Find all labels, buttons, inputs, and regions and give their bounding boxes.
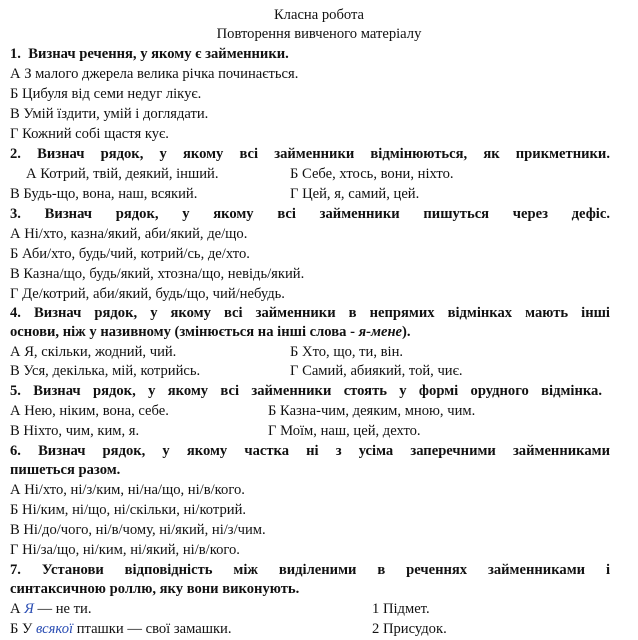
question-4-continued: основи, ніж у називному (змінюється на інші слова - я-мене). xyxy=(10,324,411,340)
question-7 xyxy=(10,561,610,579)
q4-option-b: Б Хто, що, ти, він. xyxy=(290,344,404,360)
q4-option-v: В Уся, декілька, мій, котрийсь. xyxy=(10,363,201,379)
question-number: 2. xyxy=(10,146,21,162)
question-number: 3. xyxy=(10,206,21,222)
page-title: Класна робота xyxy=(273,7,365,23)
example-italic: я-мене xyxy=(358,324,403,340)
q5-option-a: А Нею, ніким, вона, себе. xyxy=(10,403,169,419)
q7-sentence-b: Б У всякої пташки — свої замашки. xyxy=(10,621,232,637)
question-number: 4. xyxy=(10,305,21,321)
q1-option-a: А З малого джерела велика річка починається. xyxy=(10,66,299,82)
question-text: Визнач речення, у якому є займенники. xyxy=(28,46,289,62)
page-subtitle: Повторення вивченого матеріалу xyxy=(216,26,422,42)
q6-option-a: А Ні/хто, ні/з/ким, ні/на/що, ні/в/кого. xyxy=(10,482,245,498)
q7-role-1: 1 Підмет. xyxy=(372,601,430,617)
q5-option-v: В Ніхто, чим, ким, я. xyxy=(10,423,140,439)
question-number: 6. xyxy=(10,443,21,459)
question-4 xyxy=(10,304,610,322)
q6-option-b: Б Ні/ким, ні/що, ні/скільки, ні/котрий. xyxy=(10,502,247,518)
q1-option-b: Б Цибуля від семи недуг лікує. xyxy=(10,86,202,102)
question-number: 1. xyxy=(10,46,21,62)
question-number: 7. xyxy=(10,562,21,578)
q5-option-b: Б Казна-чим, деяким, мною, чим. xyxy=(268,403,476,419)
q7-sentence-a: А Я — не ти. xyxy=(10,601,92,617)
q4-option-a: А Я, скільки, жодний, чий. xyxy=(10,344,177,360)
question-6-continued: пишеться разом. xyxy=(10,462,121,478)
q2-option-g: Г Цей, я, самий, цей. xyxy=(290,186,420,202)
question-number: 5. xyxy=(10,383,21,399)
q4-option-g: Г Самий, абиякий, той, чиє. xyxy=(290,363,463,379)
question-7-continued: синтаксичною роллю, яку вони виконують. xyxy=(10,581,300,597)
q6-option-g: Г Ні/за/що, ні/ким, ні/який, ні/в/кого. xyxy=(10,542,240,558)
highlighted-pronoun: Я xyxy=(24,601,34,617)
question-text: Визнач рядок, у якому всі займенники стоять у формі орудного відмінка. xyxy=(33,383,602,399)
cropped-top-text xyxy=(0,0,638,3)
question-text: Визнач рядок, у якому всі займенники в непрямих відмінках мають інші xyxy=(34,305,610,321)
question-1 xyxy=(10,45,610,63)
q3-option-a: А Ні/хто, казна/який, аби/який, де/що. xyxy=(10,226,248,242)
question-text: Установи відповідність між виділеними в реченнях займенниками і xyxy=(41,562,611,578)
q1-option-v: В Умій їздити, умій і доглядати. xyxy=(10,106,209,122)
question-6 xyxy=(10,442,610,460)
q2-option-b: Б Себе, хтось, вони, ніхто. xyxy=(290,166,454,182)
q6-option-v: В Ні/до/чого, ні/в/чому, ні/який, ні/з/чим. xyxy=(10,522,266,538)
q5-option-g: Г Моїм, наш, цей, дехто. xyxy=(268,423,421,439)
question-text: Визнач рядок, у якому всі займенники пишуться через дефіс. xyxy=(44,206,610,222)
q2-option-a: А Котрий, твій, деякий, інший. xyxy=(26,166,219,182)
q3-option-b: Б Аби/хто, будь/чий, котрий/сь, де/хто. xyxy=(10,246,250,262)
question-text: Визнач рядок, у якому частка ні з усіма заперечними займенниками xyxy=(38,443,610,459)
q3-option-g: Г Де/котрий, аби/який, будь/що, чий/небудь. xyxy=(10,286,285,302)
q3-option-v: В Казна/що, будь/який, хтозна/що, невідь/який. xyxy=(10,266,305,282)
question-5 xyxy=(10,382,602,400)
question-text: Визнач рядок, у якому всі займенники відмінюються, як прикметники. xyxy=(37,146,610,162)
highlighted-pronoun: всякої xyxy=(36,621,74,637)
q2-option-v: В Будь-що, вона, наш, всякий. xyxy=(10,186,198,202)
q1-option-g: Г Кожний собі щастя кує. xyxy=(10,126,169,142)
q7-role-2: 2 Присудок. xyxy=(372,621,447,637)
question-3 xyxy=(10,205,610,223)
question-2 xyxy=(10,145,610,163)
